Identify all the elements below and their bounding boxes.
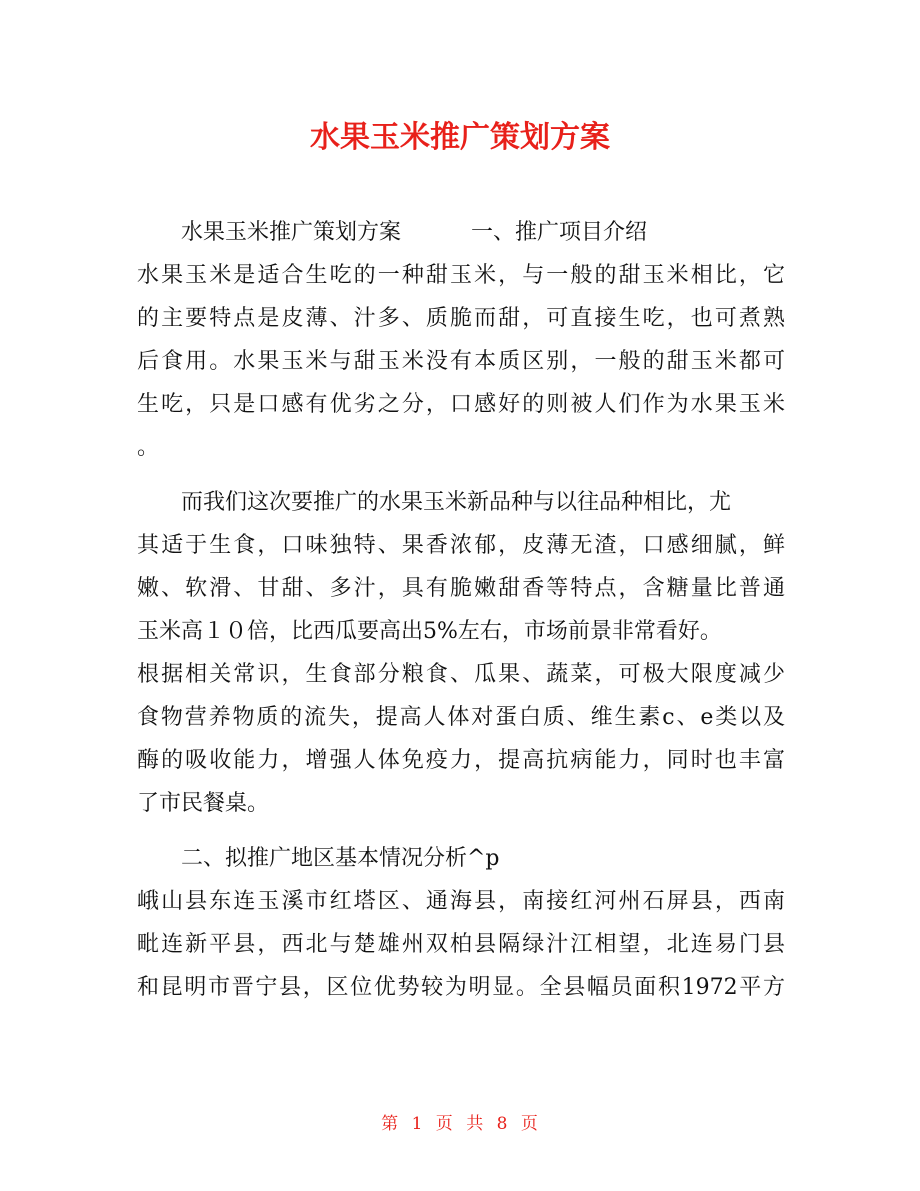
paragraph-2 xyxy=(137,481,785,825)
page-footer: 第 1 页 共 8 页 xyxy=(381,1114,539,1134)
paragraph-line: 嫩、软滑、甘甜、多汁，具有脆嫩甜香等特点，含糖量比普通 xyxy=(137,576,785,601)
paragraph-line: 食物营养物质的流失，提高人体对蛋白质、维生素c、e类以及 xyxy=(137,705,785,730)
document-body xyxy=(137,211,785,1009)
paragraph-line: 水果玉米是适合生吃的一种甜玉米，与一般的甜玉米相比，它 xyxy=(137,263,785,288)
document-title: 水果玉米推广策划方案 xyxy=(310,120,610,155)
paragraph-line: 根据相关常识，生食部分粮食、瓜果、蔬菜，可极大限度减少 xyxy=(137,662,785,687)
paragraph-line: 和昆明市晋宁县，区位优势较为明显。全县幅员面积1972平方 xyxy=(137,975,785,1000)
paragraph-line: 而我们这次要推广的水果玉米新品种与以往品种相比，尤 xyxy=(181,490,732,515)
paragraph-line: 的主要特点是皮薄、汁多、质脆而甜，可直接生吃，也可煮熟 xyxy=(137,306,785,331)
paragraph-line: 。 xyxy=(137,435,160,460)
section-heading-2: 二、拟推广地区基本情况分析^p xyxy=(181,846,500,871)
paragraph-line: 玉米高１０倍，比西瓜要高出5%左右，市场前景非常看好。 xyxy=(137,619,722,644)
paragraph-1 xyxy=(137,254,785,469)
paragraph-line: 了市民餐桌。 xyxy=(137,791,270,816)
paragraph-line: 其适于生食，口味独特、果香浓郁，皮薄无渣，口感细腻，鲜 xyxy=(137,533,785,558)
paragraph-line: 峨山县东连玉溪市红塔区、通海县，南接红河州石屏县，西南 xyxy=(137,889,785,914)
intro-heading-line xyxy=(137,211,785,254)
paragraph-line: 酶的吸收能力，增强人体免疫力，提高抗病能力，同时也丰富 xyxy=(137,748,785,773)
paragraph-line: 后食用。水果玉米与甜玉米没有本质区别，一般的甜玉米都可 xyxy=(137,349,785,374)
doc-heading: 水果玉米推广策划方案 xyxy=(181,220,402,245)
paragraph-line: 毗连新平县，西北与楚雄州双柏县隔绿汁江相望，北连易门县 xyxy=(137,932,785,957)
section-heading-1: 一、推广项目介绍 xyxy=(471,220,648,245)
paragraph-line: 生吃，只是口感有优劣之分，口感好的则被人们作为水果玉米 xyxy=(137,392,785,417)
paragraph-3 xyxy=(137,880,785,1009)
